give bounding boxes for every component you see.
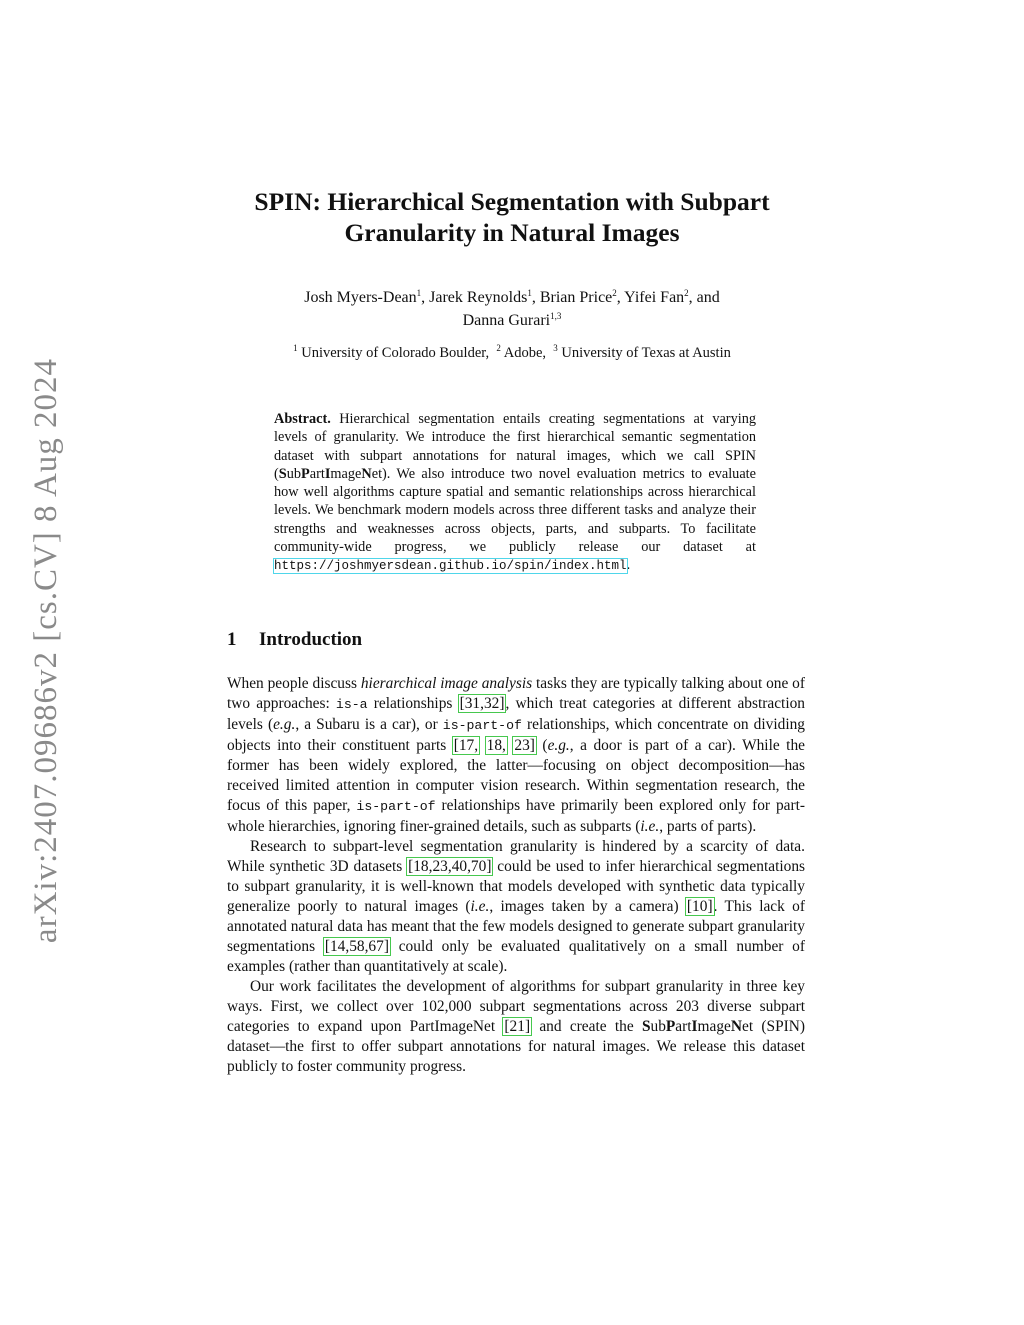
author-name: , Jarek Reynolds: [421, 289, 528, 306]
author-list: [180, 284, 844, 330]
text: tasks they are typically talking about one of two approaches:: [227, 675, 805, 712]
citation-link[interactable]: 18,: [486, 737, 506, 754]
citation-link[interactable]: [10]: [686, 898, 713, 915]
affiliation-mark: 3: [553, 343, 558, 353]
emphasis: i.e.: [470, 898, 490, 915]
text: When people discuss: [227, 675, 361, 692]
text: . This lack of annotated natural data has meant that the few models designed to generate subpart granularity segmentations: [227, 898, 805, 955]
text: relationships: [367, 695, 459, 712]
acronym-rest: ub: [286, 465, 302, 482]
author-affiliation-mark: 2: [612, 288, 617, 298]
code-term: is-part-of: [442, 718, 522, 733]
text: relationships have primarily been explored only for part-whole hierarchies, ignoring finer-grained details, such as subparts (: [227, 797, 806, 835]
paragraph-3: [227, 977, 805, 1077]
acronym-letter: I: [691, 1018, 698, 1035]
affiliation-name: Adobe,: [500, 345, 547, 361]
title-line-1: SPIN: Hierarchical Segmentation with Subpart: [254, 187, 770, 216]
acronym-rest: ub: [650, 1018, 666, 1035]
code-term: is-part-of: [356, 799, 436, 814]
dataset-url-link[interactable]: https://joshmyersdean.github.io/spin/index.html: [274, 559, 627, 574]
section-heading-introduction: [227, 629, 362, 651]
paper-title: [180, 186, 844, 248]
acronym-rest: mage: [697, 1018, 731, 1035]
author-line-1: [180, 284, 844, 307]
code-term: is-a: [335, 697, 368, 712]
abstract-text: Hierarchical segmentation entails creating segmentations at varying levels of granularity. We introduce the first hierarchical semantic segmentation dataset with subpart annotations for natural images, which we call SPIN (: [274, 411, 756, 482]
affiliations: [180, 339, 844, 362]
citation-link[interactable]: [14,58,67]: [324, 938, 389, 955]
section-title: Introduction: [259, 629, 363, 650]
text: , which treat categories at different abstraction levels (: [227, 695, 805, 733]
affiliation-mark: 2: [496, 343, 501, 353]
emphasis: i.e.: [640, 818, 660, 835]
text: , a door is part of a car). While the former has been widely explored, the latter—focusing on object decomposition—has received limited attention in computer vision research. Within segmentation research, the focus of this paper,: [227, 737, 805, 814]
acronym-rest: et: [371, 465, 383, 482]
paragraph-1: [227, 674, 805, 837]
acronym-letter: S: [278, 465, 287, 482]
text: relationships, which concentrate on dividing objects into their constituent parts: [227, 716, 805, 754]
author-line-2: [180, 307, 844, 330]
abstract-label: Abstract.: [274, 411, 331, 427]
author-affiliation-mark: 1: [416, 288, 422, 298]
emphasis: e.g.: [273, 716, 296, 733]
emphasis: hierarchical image analysis: [360, 675, 533, 692]
acronym-letter: N: [361, 465, 372, 482]
author-affiliation-mark: 1: [527, 288, 532, 298]
text: , parts of parts).: [659, 818, 757, 835]
affiliation-name: University of Colorado Boulder,: [297, 345, 490, 361]
author-name: , Brian Price: [531, 289, 613, 306]
text: , images taken by a camera): [489, 898, 686, 915]
text: Our work facilitates the development of algorithms for subpart granularity in three key ways. First, we collect over 102,000 subpart segmentations across 203 diverse subpart categories to expand upon PartImageNet: [227, 978, 805, 1035]
acronym-letter: N: [730, 1018, 742, 1035]
text: , a Subaru is a car), or: [295, 716, 443, 733]
text: could only be evaluated qualitatively on a small number of examples (rather than quantitatively at scale).: [227, 938, 805, 975]
acronym-rest: mage: [330, 465, 362, 482]
author-name: Josh Myers-Dean: [304, 289, 417, 306]
acronym-letter: P: [665, 1018, 676, 1035]
acronym-letter: S: [641, 1018, 651, 1035]
abstract: [274, 410, 756, 576]
citation-link[interactable]: [17,: [453, 737, 479, 754]
title-line-2: Granularity in Natural Images: [344, 218, 680, 247]
paragraph-2: [227, 837, 805, 977]
acronym-letter: I: [324, 465, 331, 482]
author-affiliation-mark: 2: [684, 288, 689, 298]
acronym-rest: art: [309, 465, 325, 482]
citation-link[interactable]: 23]: [514, 737, 535, 754]
text: (SPIN) dataset—the first to offer subpart annotations for natural images. We release this dataset publicly to foster community progress.: [227, 1018, 805, 1075]
text: and create the: [531, 1018, 642, 1035]
arxiv-identifier: arXiv:2407.09686v2 [cs.CV] 8 Aug 2024: [28, 357, 65, 943]
affiliation-name: University of Texas at Austin: [557, 345, 731, 361]
citation-link[interactable]: [21]: [504, 1018, 531, 1035]
text: (: [535, 737, 548, 754]
acronym-letter: P: [301, 465, 310, 482]
emphasis: e.g.: [547, 737, 570, 754]
author-name: Danna Gurari: [462, 312, 551, 329]
author-name: , Yifei Fan: [616, 289, 685, 306]
citation-link[interactable]: [18,23,40,70]: [408, 858, 492, 875]
abstract-period: .: [626, 557, 631, 574]
abstract-text: ). We also introduce two novel evaluation metrics to evaluate how well algorithms capture spatial and semantic relationships across hierarchical levels. We benchmark modern models across three different tasks and analyze their strengths and weaknesses across objects, parts, and subparts. To facilitate community-wide progress, we publicly release our dataset at: [274, 465, 756, 556]
citation-link[interactable]: [31,32]: [459, 695, 505, 712]
text: could be used to infer hierarchical segmentations to subpart granularity, it is well-known that models developed with synthetic data typically generalize poorly to natural images (: [227, 858, 805, 915]
author-conjunction: , and: [688, 289, 720, 306]
introduction-body: [227, 674, 805, 1077]
author-affiliation-mark: 1,3: [550, 311, 562, 321]
acronym-rest: art: [675, 1018, 692, 1035]
arxiv-sidebar-stamp: [12, 355, 82, 945]
section-number: 1: [227, 629, 237, 650]
text: Research to subpart-level segmentation granularity is hindered by a scarcity of data. While synthetic 3D datasets: [227, 838, 805, 875]
acronym-rest: et: [742, 1018, 754, 1035]
affiliation-mark: 1: [293, 343, 298, 353]
